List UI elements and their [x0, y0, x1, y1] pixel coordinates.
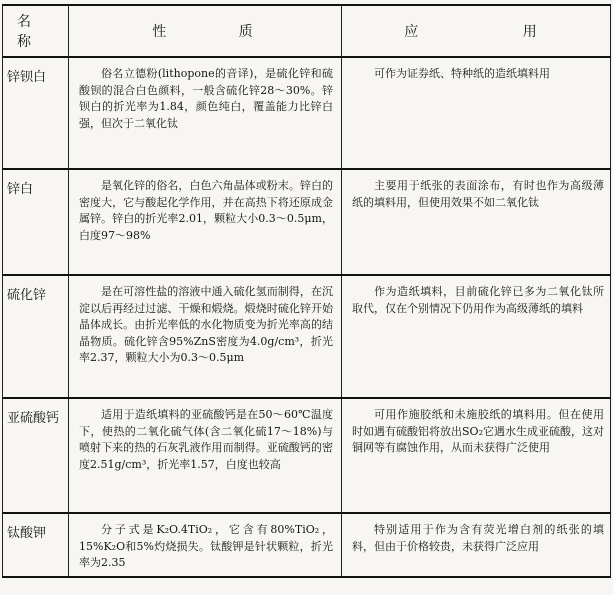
row-property: 是氧化锌的俗名，白色六角晶体或粉末。锌白的密度大，它与酸起化学作用，并在高热下将还原成金属锌。锌白的折光率2.01，颗粒大小0.3～0.5μm，白度97～98% — [79, 179, 333, 242]
filler-properties-table — [2, 4, 611, 578]
row-property: 是在可溶性盐的溶液中通入硫化氢而制得，在沉淀以后再经过过滤、干燥和煅烧。煅烧时硫化锌开始晶体成长。由折光率低的水化物质变为折光率高的结晶物质。硫化锌含95%ZnS密度为4.0g/cm³，折光率2.37，颗粒大小为0.3～0.5μm — [79, 285, 333, 364]
row-application: 可作为证券纸、特种纸的造纸填料用 — [374, 67, 550, 80]
table-row — [3, 169, 611, 262]
table-row — [3, 57, 611, 156]
row-name: 锌白 — [3, 169, 69, 262]
row-name: 钛酸钾 — [3, 513, 69, 577]
header-row — [3, 5, 611, 57]
header-property: 性 质 — [69, 5, 342, 57]
header-name: 名 称 — [3, 5, 69, 57]
row-name: 锌钡白 — [3, 57, 69, 156]
row-property: 适用于造纸填料的亚硫酸钙是在50～60℃温度下，使热的二氧化硫气体(含二氧化硫17～18%)与喷射下来的热的石灰乳液作用而制得。亚硫酸钙的密度2.51g/cm³，折光率1.57，白度也较高 — [79, 408, 333, 471]
row-application: 主要用于纸张的表面涂布，有时也作为高级薄纸的填料用，但使用效果不如二氧化钛 — [352, 179, 604, 209]
row-name: 亚硫酸钙 — [3, 398, 69, 500]
row-property: 分子式是K₂O.4TiO₂，它含有80%TiO₂，15%K₂O和5%灼烧损失。钛酸钾是针状颗粒，折光率为2.35 — [79, 523, 333, 569]
table-row — [3, 275, 611, 385]
table-row — [3, 398, 611, 500]
row-name: 硫化锌 — [3, 275, 69, 385]
row-application: 作为造纸填料，目前硫化锌已多为二氧化钛所取代，仅在个别情况下仍用作为高级薄纸的填料 — [352, 285, 604, 315]
table-row — [3, 513, 611, 577]
row-property: 俗名立德粉(lithopone的音译)，是硫化锌和硫酸钡的混合白色颜料，一般含硫化锌28～30%。锌钡白的折光率为1.84，颜色纯白，覆盖能力比锌白强，但次于二氧化钛 — [79, 67, 333, 130]
header-application: 应 用 — [342, 5, 611, 57]
row-application: 可用作施胶纸和未施胶纸的填料用。但在使用时如遇有硫酸铝将放出SO₂它遇水生成亚硫酸，这对铜网等有腐蚀作用，从而未获得广泛使用 — [352, 408, 604, 454]
row-application: 特别适用于作为含有荧光增白剂的纸张的填料，但由于价格较贵，未获得广泛应用 — [352, 523, 604, 553]
